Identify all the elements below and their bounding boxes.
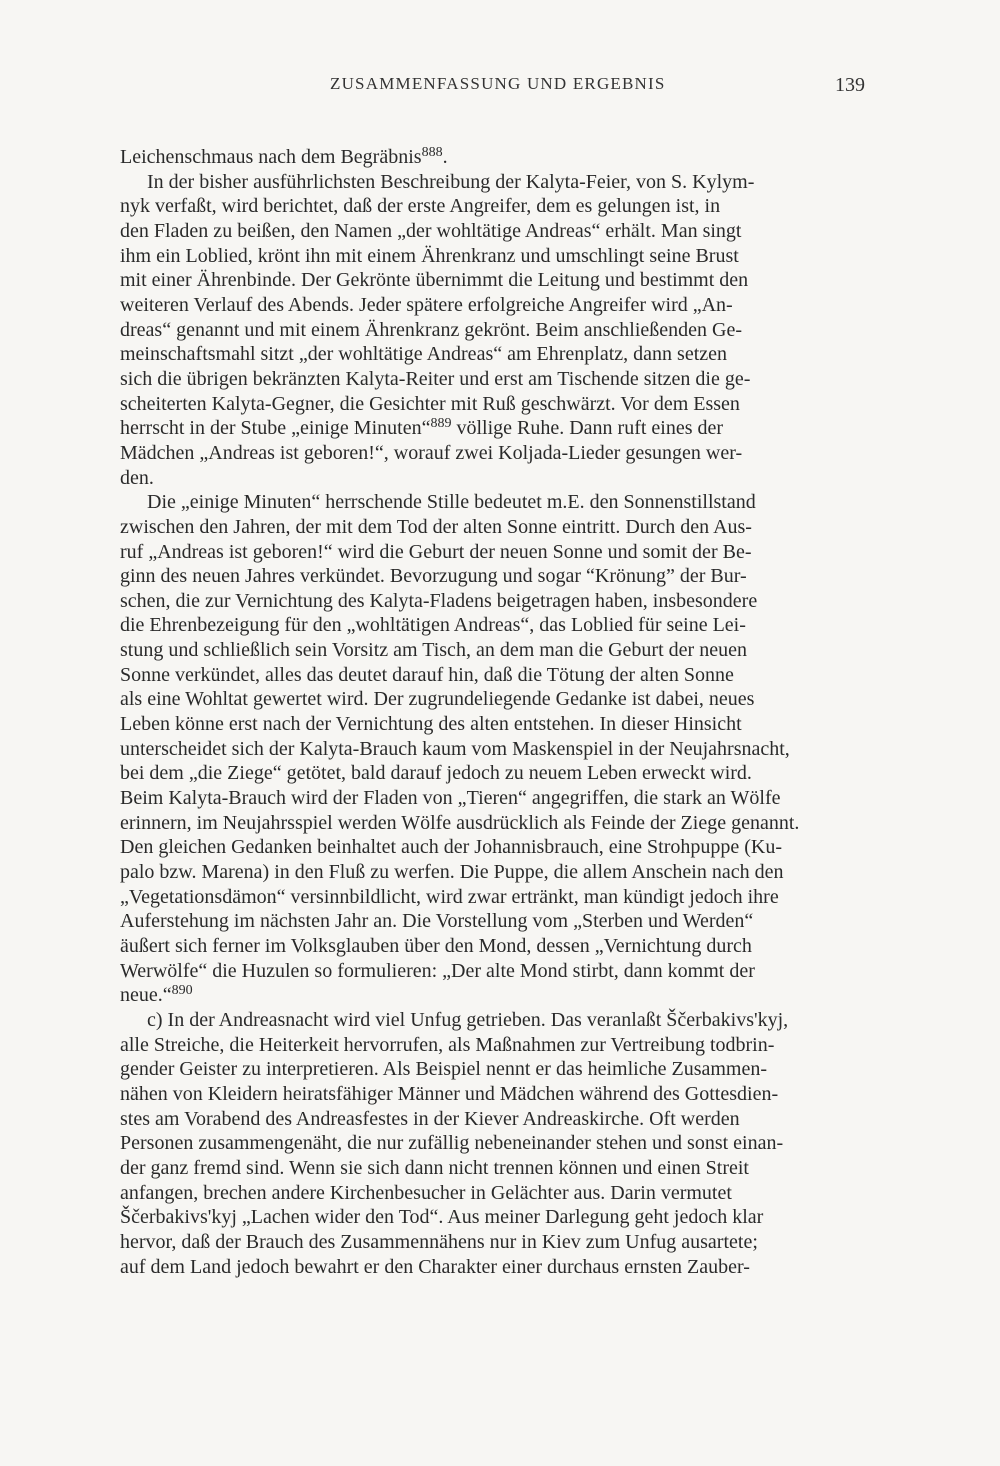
text-line — [120, 1255, 882, 1280]
text-line — [120, 219, 882, 244]
footnote-marker: 889 — [430, 416, 452, 432]
text-line-content: meinschaftsmahl sitzt „der wohltätige Andreas“ am Ehrenplatz, dann setzen — [120, 343, 728, 366]
running-title: ZUSAMMENFASSUNG UND ERGEBNIS — [330, 74, 666, 93]
text-line — [120, 1181, 882, 1206]
text-line-content: Ščerbakivs'kyj „Lachen wider den Tod“. Aus meiner Darlegung geht jedoch klar — [120, 1206, 764, 1229]
text-line — [120, 638, 882, 663]
body-text — [120, 145, 882, 1279]
text-line-content: Beim Kalyta-Brauch wird der Fladen von „Tieren“ angegriffen, die stark an Wölfe — [120, 787, 781, 810]
text-line — [120, 983, 882, 1008]
page-number: 139 — [835, 74, 865, 96]
text-line-content: den. — [120, 466, 154, 489]
text-line — [120, 786, 882, 811]
text-line-content: weiteren Verlauf des Abends. Jeder spätere erfolgreiche Angreifer wird „An- — [120, 293, 733, 316]
text-line — [120, 613, 882, 638]
text-line-content: Mädchen „Andreas ist geboren!“, worauf zwei Koljada-Lieder gesungen wer- — [120, 441, 743, 464]
text-line — [120, 835, 882, 860]
text-line-content: als eine Wohltat gewertet wird. Der zugrundeliegende Gedanke ist dabei, neues — [120, 688, 755, 711]
text-line-content: Leichenschmaus nach dem Begräbnis — [120, 146, 422, 168]
text-line-content: dreas“ genannt und mit einem Ährenkranz gekrönt. Beim anschließenden Ge- — [120, 318, 743, 341]
text-line — [120, 367, 882, 392]
text-line-content: Leben könne erst nach der Vernichtung des alten entstehen. In dieser Hinsicht — [120, 713, 742, 736]
text-line-content: ginn des neuen Jahres verkündet. Bevorzugung und sogar “Krönung” der Bur- — [120, 565, 747, 588]
text-line-content: palo bzw. Marena) in den Fluß zu werfen. Die Puppe, die allem Anschein nach den — [120, 861, 784, 884]
text-line-continuation: . — [442, 146, 448, 168]
text-line — [120, 170, 882, 195]
text-line — [120, 959, 882, 984]
running-header — [120, 74, 865, 104]
text-line-content: Personen zusammengenäht, die nur zufällig nebeneinander stehen und sonst einan- — [120, 1132, 784, 1155]
text-line — [120, 1205, 882, 1230]
text-line-content: auf dem Land jedoch bewahrt er den Charakter einer durchaus ernsten Zauber- — [120, 1255, 750, 1278]
text-line — [120, 687, 882, 712]
text-line-content: bei dem „die Ziege“ getötet, bald darauf jedoch zu neuem Leben erweckt wird. — [120, 762, 752, 785]
text-line-content: der ganz fremd sind. Wenn sie sich dann nicht trennen können und einen Streit — [120, 1156, 749, 1179]
text-line-content: c) In der Andreasnacht wird viel Unfug getrieben. Das veranlaßt Ščerbakivs'kyj, — [147, 1008, 789, 1031]
text-line — [120, 392, 882, 417]
footnote-marker: 890 — [171, 983, 193, 999]
text-line — [120, 909, 882, 934]
text-line — [120, 1107, 882, 1132]
text-line — [120, 293, 882, 318]
text-line-content: unterscheidet sich der Kalyta-Brauch kaum vom Maskenspiel in der Neujahrsnacht, — [120, 737, 790, 760]
text-line — [120, 934, 882, 959]
text-line-content: zwischen den Jahren, der mit dem Tod der alten Sonne eintritt. Durch den Aus- — [120, 515, 752, 538]
text-line-content: In der bisher ausführlichsten Beschreibung der Kalyta-Feier, von S. Kylym- — [147, 170, 755, 193]
text-line-content: hervor, daß der Brauch des Zusammennähens nur in Kiev zum Unfug ausartete; — [120, 1230, 758, 1253]
text-line — [120, 1131, 882, 1156]
text-line-content: herrscht in der Stube „einige Minuten“ — [120, 417, 431, 440]
text-line-content: den Fladen zu beißen, den Namen „der wohltätige Andreas“ erhält. Man singt — [120, 219, 742, 242]
text-line-content: Den gleichen Gedanken beinhaltet auch der Johannisbrauch, eine Strohpuppe (Ku- — [120, 836, 782, 859]
text-line-content: scheiterten Kalyta-Gegner, die Gesichter mit Ruß geschwärzt. Vor dem Essen — [120, 392, 740, 415]
text-line — [120, 1156, 882, 1181]
text-line-content: ruf „Andreas ist geboren!“ wird die Geburt der neuen Sonne und somit der Be- — [120, 540, 752, 563]
text-line — [120, 885, 882, 910]
text-line-content: „Vegetationsdämon“ versinnbildlicht, wird zwar ertränkt, man kündigt jedoch ihre — [120, 885, 779, 908]
text-line — [120, 1008, 882, 1033]
text-line — [120, 589, 882, 614]
text-line — [120, 268, 882, 293]
text-line — [120, 761, 882, 786]
text-line — [120, 1230, 882, 1255]
text-line — [120, 441, 882, 466]
text-line-content: neue.“ — [120, 984, 172, 1007]
text-line — [120, 1033, 882, 1058]
text-line — [120, 811, 882, 836]
text-line-content: stes am Vorabend des Andreasfestes in der Kiever Andreaskirche. Oft werden — [120, 1107, 740, 1130]
text-line-content: alle Streiche, die Heiterkeit hervorrufen, als Maßnahmen zur Vertreibung todbrin- — [120, 1033, 775, 1056]
text-line — [120, 318, 882, 343]
text-line-content: anfangen, brechen andere Kirchenbesucher in Gelächter aus. Darin vermutet — [120, 1181, 732, 1204]
text-line — [120, 194, 882, 219]
text-line-continuation: völlige Ruhe. Dann ruft eines der — [451, 417, 724, 440]
text-line-content: nyk verfaßt, wird berichtet, daß der erste Angreifer, dem es gelungen ist, in — [120, 195, 721, 218]
text-line-content: nähen von Kleidern heiratsfähiger Männer und Mädchen während des Gottesdien- — [120, 1082, 779, 1105]
text-line-content: Die „einige Minuten“ herrschende Stille bedeutet m.E. den Sonnenstillstand — [147, 491, 756, 514]
text-line — [120, 342, 882, 367]
text-line — [120, 712, 882, 737]
text-line — [120, 1082, 882, 1107]
text-line-content: erinnern, im Neujahrsspiel werden Wölfe ausdrücklich als Feinde der Ziege genannt. — [120, 811, 800, 834]
text-line — [120, 737, 882, 762]
text-line — [120, 1057, 882, 1082]
text-line — [120, 145, 882, 170]
text-line-content: Auferstehung im nächsten Jahr an. Die Vorstellung vom „Sterben und Werden“ — [120, 910, 754, 933]
text-line — [120, 244, 882, 269]
text-line-content: ihm ein Loblied, krönt ihn mit einem Ährenkranz und umschlingt seine Brust — [120, 244, 739, 267]
text-line-content: Werwölfe“ die Huzulen so formulieren: „Der alte Mond stirbt, dann kommt der — [120, 959, 755, 982]
text-line-content: äußert sich ferner im Volksglauben über den Mond, dessen „Vernichtung durch — [120, 935, 752, 957]
text-line — [120, 416, 882, 441]
text-line-content: gender Geister zu interpretieren. Als Beispiel nennt er das heimliche Zusammen- — [120, 1058, 768, 1081]
text-line — [120, 490, 882, 515]
text-line — [120, 515, 882, 540]
text-line-content: stung und schließlich sein Vorsitz am Tisch, an dem man die Geburt der neuen — [120, 639, 747, 662]
text-line-content: schen, die zur Vernichtung des Kalyta-Fladens beigetragen haben, insbesondere — [120, 589, 758, 612]
text-line — [120, 860, 882, 885]
text-line-content: die Ehrenbezeigung für den „wohltätigen Andreas“, das Loblied für seine Lei- — [120, 614, 746, 637]
text-line-content: mit einer Ährenbinde. Der Gekrönte übernimmt die Leitung und bestimmt den — [120, 269, 749, 292]
text-line — [120, 540, 882, 565]
text-line — [120, 466, 882, 491]
footnote-marker: 888 — [421, 145, 443, 160]
text-line-content: sich die übrigen bekränzten Kalyta-Reiter und erst am Tischende sitzen die ge- — [120, 367, 751, 390]
text-line — [120, 564, 882, 589]
text-line-content: Sonne verkündet, alles das deutet darauf hin, daß die Tötung der alten Sonne — [120, 663, 734, 686]
text-line — [120, 663, 882, 688]
